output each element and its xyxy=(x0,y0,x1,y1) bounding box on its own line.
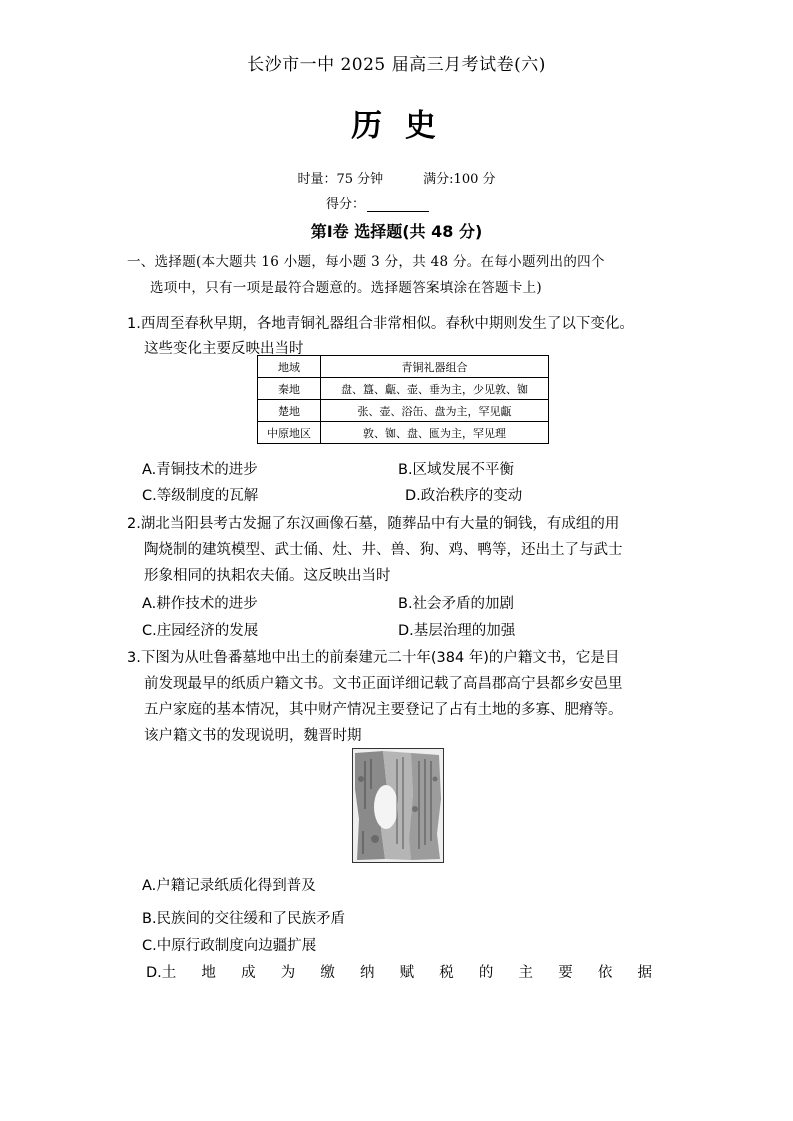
table-header-cell: 青铜礼器组合 xyxy=(321,356,549,378)
q3-stem-line-4: 该户籍文书的发现说明，魏晋时期 xyxy=(144,728,362,744)
table-cell: 敦、铷、盘、匜为主，罕见理 xyxy=(321,422,549,444)
table-cell: 楚地 xyxy=(258,400,321,422)
q3-option-a: A.户籍记录纸质化得到普及 xyxy=(142,878,316,894)
q3-option-d-char: 主 xyxy=(518,965,534,981)
q3-stem-line-3: 五户家庭的基本情况，其中财产情况主要登记了占有土地的多寡、肥瘠等。 xyxy=(144,702,623,718)
q3-option-d-char: 纳 xyxy=(359,965,375,981)
q3-option-d-char: 赋 xyxy=(399,965,415,981)
q2-stem-line-3: 形象相同的执耜农夫俑。这反映出当时 xyxy=(144,568,391,584)
instruction-line-1: 一、选择题(本大题共 16 小题，每小题 3 分，共 48 分。在每小题列出的四个 xyxy=(127,254,605,270)
q1-option-a: A.青铜技术的进步 xyxy=(142,462,258,478)
household-register-photo xyxy=(352,748,444,863)
q3-option-d-char: 成 xyxy=(241,965,256,981)
q1-option-b: B.区域发展不平衡 xyxy=(398,462,515,478)
q3-option-d-char: 税 xyxy=(439,965,454,981)
subject-title: 历 史 xyxy=(351,108,442,144)
q3-stem-line-1: 3.下图为从吐鲁番墓地中出土的前秦建元二十年(384 年)的户籍文书，它是目 xyxy=(127,650,620,666)
q2-option-c: C.庄园经济的发展 xyxy=(142,623,259,639)
table-row xyxy=(258,378,549,400)
q2-stem-line-2: 陶烧制的建筑模型、武士俑、灶、井、兽、狗、鸡、鸭等，还出土了与武士 xyxy=(144,542,623,558)
exam-meta xyxy=(0,168,793,187)
q3-option-d-char: 据 xyxy=(637,965,652,981)
q3-stem-line-2: 前发现最早的纸质户籍文书。文书正面详细记载了高昌郡高宁县都乡安邑里 xyxy=(144,676,623,692)
q3-option-d-char: 要 xyxy=(558,965,573,981)
section-title: 第Ⅰ卷 选择题(共 48 分) xyxy=(310,222,483,241)
bronze-vessel-table xyxy=(257,355,549,444)
q3-option-d-char: 的 xyxy=(478,965,494,981)
table-header-cell: 地域 xyxy=(258,356,321,378)
table-cell: 秦地 xyxy=(258,378,321,400)
q1-stem-line-2: 这些变化主要反映出当时 xyxy=(144,341,304,357)
q1-stem-line-1: 1.西周至春秋早期，各地青铜礼器组合非常相似。春秋中期则发生了以下变化。 xyxy=(127,316,634,332)
q2-option-a: A.耕作技术的进步 xyxy=(142,596,258,612)
table-cell: 盘、簋、甗、壶、垂为主，少见敦、铷 xyxy=(321,378,549,400)
q3-option-d-char: D.土 xyxy=(146,965,177,981)
table-header-row xyxy=(258,356,549,378)
table-cell: 张、壶、浴缶、盘为主，罕见甗 xyxy=(321,400,549,422)
q3-option-d xyxy=(146,961,652,982)
q3-option-c: C.中原行政制度向边疆扩展 xyxy=(142,938,317,954)
q1-option-c: C.等级制度的瓦解 xyxy=(142,488,259,504)
q2-option-b: B.社会矛盾的加剧 xyxy=(398,596,515,612)
q3-option-d-char: 缴 xyxy=(320,965,335,981)
exam-title: 长沙市一中 2025 届高三月考试卷(六) xyxy=(247,55,546,75)
score-field xyxy=(326,193,429,212)
time-limit: 时量：75 分钟 xyxy=(297,172,384,187)
q3-option-b: B.民族间的交往缓和了民族矛盾 xyxy=(142,911,346,927)
q3-option-d-char: 地 xyxy=(201,965,216,981)
q2-option-d: D.基层治理的加强 xyxy=(398,623,516,639)
q3-option-d-char: 依 xyxy=(597,965,613,981)
q2-stem-line-1: 2.湖北当阳县考古发掘了东汉画像石墓，随葬品中有大量的铜钱，有成组的用 xyxy=(127,516,620,532)
full-score: 满分:100 分 xyxy=(423,172,496,187)
table-row xyxy=(258,400,549,422)
table-row xyxy=(258,422,549,444)
table-cell: 中原地区 xyxy=(258,422,321,444)
instruction-line-2: 选项中，只有一项是最符合题意的。选择题答案填涂在答题卡上) xyxy=(150,280,542,296)
score-blank xyxy=(367,198,429,212)
manuscript-fragment-icon xyxy=(353,749,443,862)
q3-option-d-char: 为 xyxy=(280,965,296,981)
q1-option-d: D.政治秩序的变动 xyxy=(405,488,523,504)
score-label: 得分： xyxy=(326,197,366,212)
